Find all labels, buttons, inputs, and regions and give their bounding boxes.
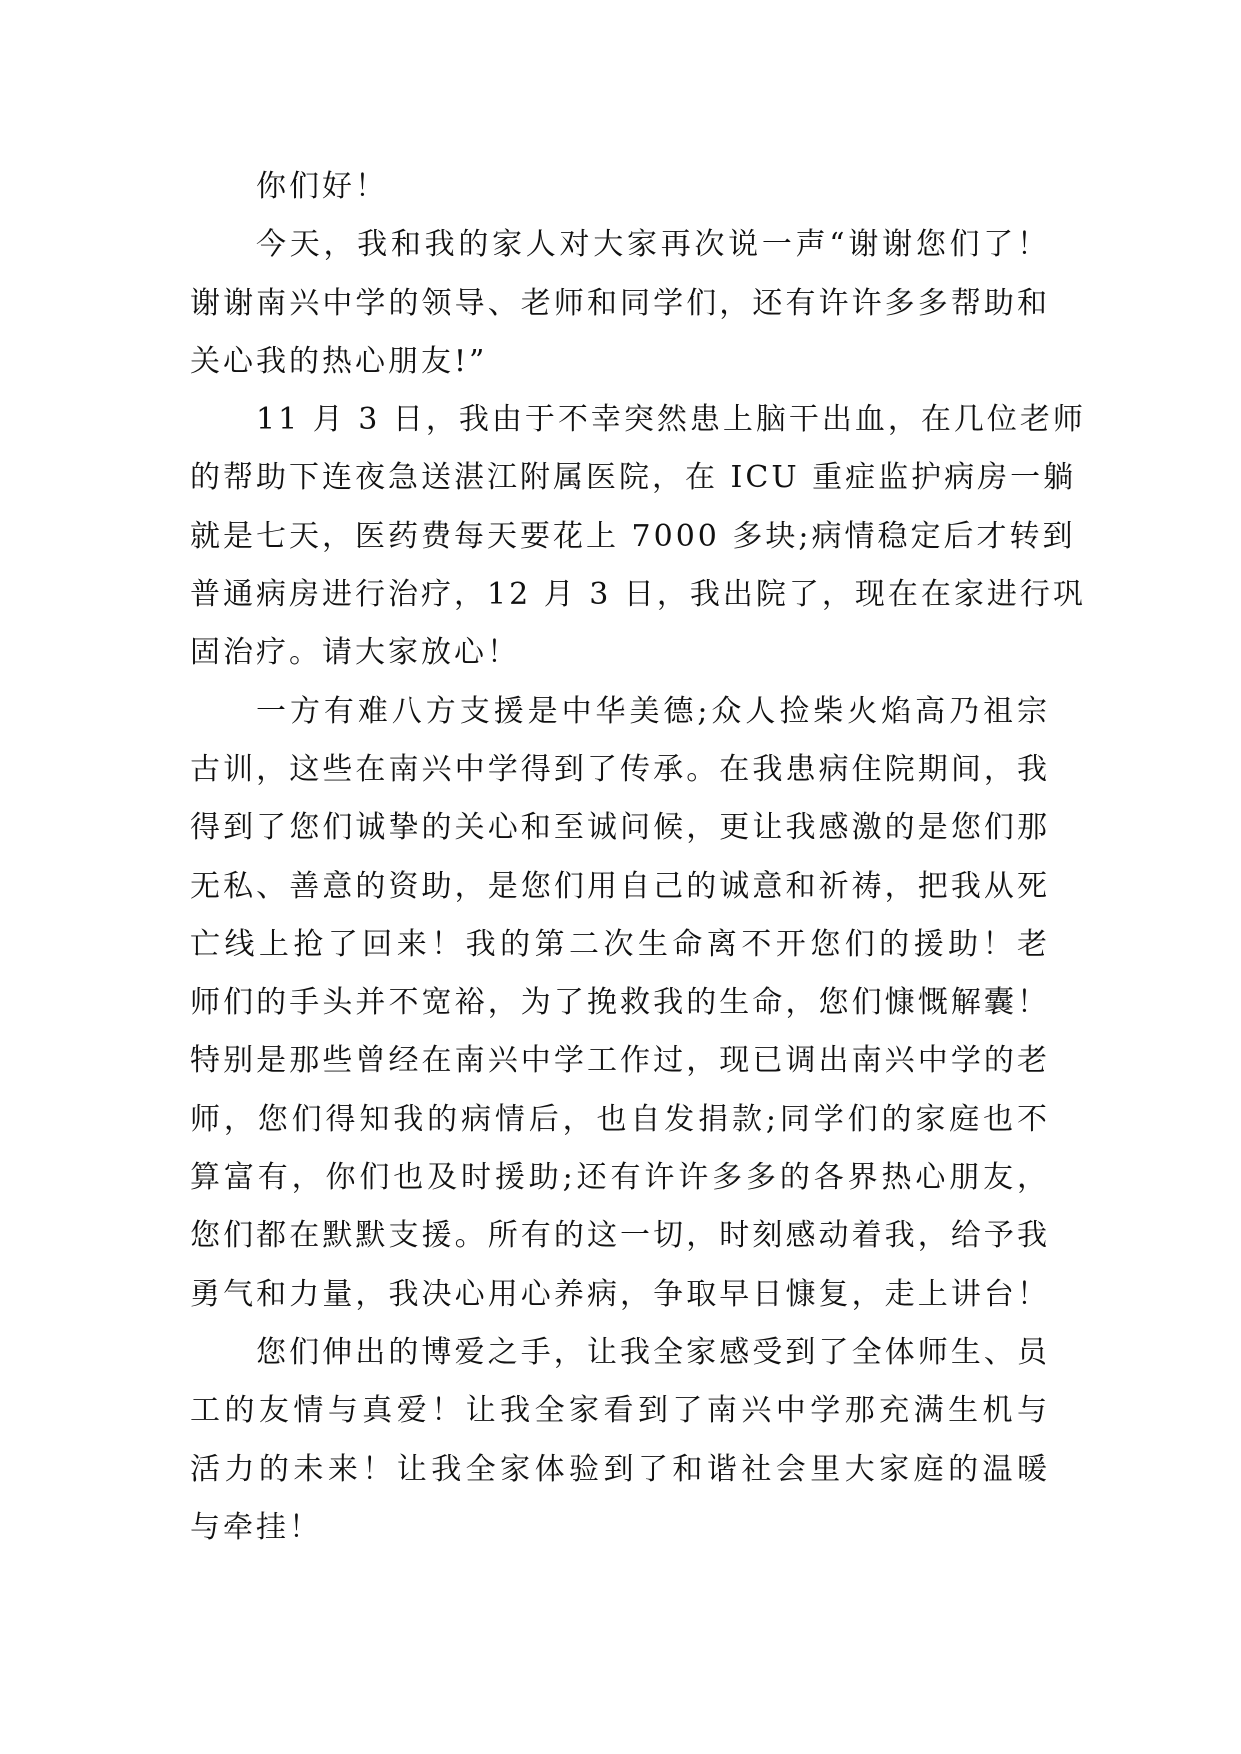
- greeting-paragraph: [190, 158, 1050, 216]
- text-line: 活力的未来！让我全家体验到了和谐社会里大家庭的温暖: [190, 1451, 1050, 1487]
- text-line: 勇气和力量，我决心用心养病，争取早日慷复，走上讲台！: [190, 1276, 1050, 1312]
- closing-paragraph: [190, 1324, 1050, 1557]
- text-line: 关心我的热心朋友!”: [190, 343, 488, 379]
- thanks-paragraph: [190, 216, 1050, 391]
- text-line: 你们好！: [256, 169, 388, 204]
- text-line: 谢谢南兴中学的领导、老师和同学们，还有许许多多帮助和: [190, 285, 1050, 321]
- text-line: 您们都在默默支援。所有的这一切，时刻感动着我，给予我: [190, 1218, 1050, 1254]
- letter-body: [190, 158, 1086, 1557]
- text-line: 工的友情与真爱！让我全家看到了南兴中学那充满生机与: [190, 1393, 1050, 1429]
- text-line: 您们伸出的博爱之手，让我全家感受到了全体师生、员: [256, 1334, 1050, 1370]
- text-line: 亡线上抢了回来！我的第二次生命离不开您们的援助！老: [190, 926, 1050, 962]
- text-line: 一方有难八方支援是中华美德;众人捡柴火焰高乃祖宗: [256, 693, 1050, 729]
- text-line: 固治疗。请大家放心！: [190, 635, 520, 671]
- support-paragraph: [190, 683, 1050, 1324]
- text-line: 算富有，你们也及时援助;还有许许多多的各界热心朋友，: [190, 1160, 1050, 1196]
- text-line: 今天，我和我的家人对大家再次说一声“谢谢您们了！: [256, 227, 1050, 263]
- text-line: 普通病房进行治疗，12 月 3 日，我出院了，现在在家进行巩: [190, 577, 1086, 613]
- text-line: 与牵挂！: [190, 1509, 322, 1545]
- text-line: 得到了您们诚挚的关心和至诚问候，更让我感激的是您们那: [190, 810, 1050, 846]
- text-line: 古训，这些在南兴中学得到了传承。在我患病住院期间，我: [190, 751, 1050, 787]
- text-line: 11 月 3 日，我由于不幸突然患上脑干出血，在几位老师: [256, 402, 1086, 438]
- text-line: 的帮助下连夜急送湛江附属医院，在 ICU 重症监护病房一躺: [190, 460, 1077, 496]
- text-line: 就是七天，医药费每天要花上 7000 多块;病情稳定后才转到: [190, 518, 1076, 554]
- text-line: 无私、善意的资助，是您们用自己的诚意和祈祷，把我从死: [190, 868, 1050, 904]
- text-line: 师们的手头并不宽裕，为了挽救我的生命，您们慷慨解囊！: [190, 985, 1050, 1021]
- illness-paragraph: [190, 391, 1086, 682]
- text-line: 特别是那些曾经在南兴中学工作过，现已调出南兴中学的老: [190, 1043, 1050, 1079]
- text-line: 师，您们得知我的病情后，也自发捐款;同学们的家庭也不: [190, 1101, 1050, 1137]
